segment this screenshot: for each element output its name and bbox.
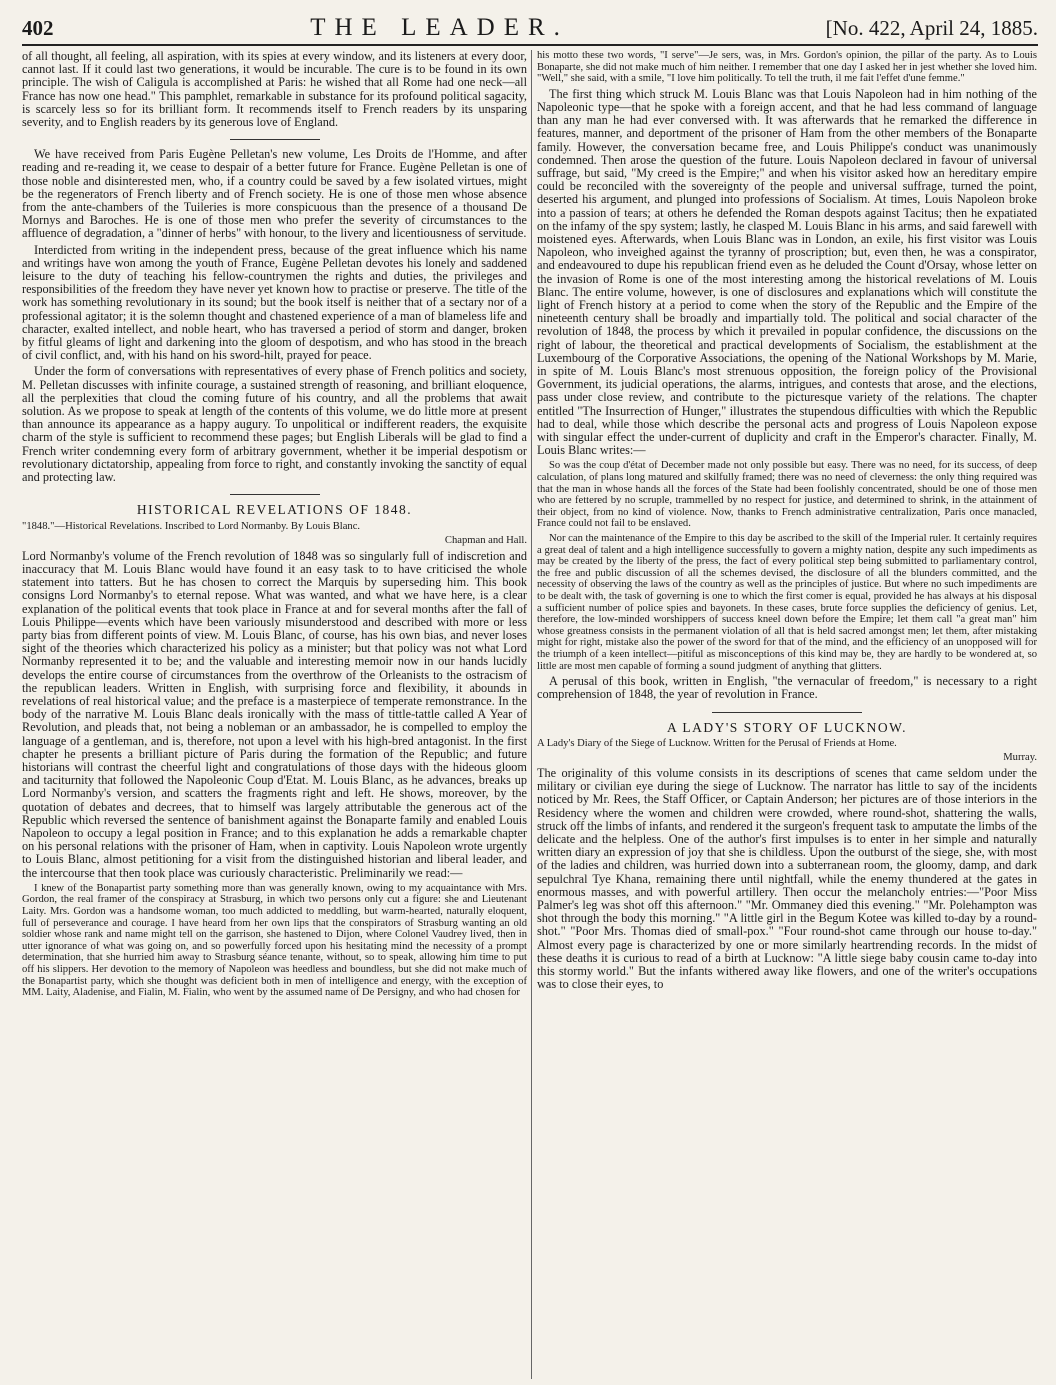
- coup-detat-quote: So was the coup d'état of December made not only possible but easy. There was no need, for its success, of deep calculation, of plans long matured and skilfully framed; there was no need of cleverness: the only thing required was that the man in whose hands all the forces of the State had been foolishly concentrated, should be one of those men who are fettered by no scruple, trammelled by no respect for justice, and determined to shrink, in the attainment of their object, from no kind of violence. Now, thanks to French administrative centralization, Paris once manacled, France could not fail to be enslaved.: [537, 460, 1037, 530]
- pamphlet-paragraph: of all thought, all feeling, all aspiration, with its spies at every window, and its listeners at every door, cannot last. If it could last two generations, it would be incurable. The cure is to be found in its own principle. The wish of Caligula is accomplished at Paris: he wished that all Rome had one neck—all France has now one head." This pamphlet, remarkable in substance for its profound political sagacity, is scarcely less so for its brilliant form. It recommends itself to French readers by its unsparing severity, and to English readers by its generous love of England.: [22, 50, 527, 130]
- section-heading-lucknow: A LADY'S STORY OF LUCKNOW.: [666, 719, 908, 735]
- review-byline: "1848."—Historical Revelations. Inscribed to Lord Normanby. By Louis Blanc.: [22, 520, 361, 532]
- empire-maintenance-quote: Nor can the maintenance of the Empire to this day be ascribed to the skill of the Imperial ruler. It certainly requires a great deal of talent and a high intelligence successfully to govern a mighty nation, despite any such impediments as may be created by the liberty of the press, the fact of every political step being submitted to parliamentary control, the free and public discussion of all the schemes devised, the disclosure of all the blunders committed, and the necessity of observing the laws of the country as well as the principles of justice. But where no such impediments are to be dealt with, the task of governing is one to which the first comer is equal, provided he has always at his disposal a sufficient number of police spies and bayonets. In these cases, brute force supplies the deficiency of genius. Let, therefore, the low-minded worshippers of success kneel down before the Empire; let them call "a great man" him whose greatness consists in the permanent violation of all that is held sacred amongst men; let them, after mistaking might for right, mistake also the power of the sword for that of the mind, and the efficiency of an unopposed will for the triumph of a keen intellect—pitiful as misconceptions of this kind may be, they are hardly to be wondered at, so little are most men capable of forming a sound judgment of anything that glitters.: [537, 533, 1037, 672]
- pelletan-conversations-paragraph: Under the form of conversations with representatives of every phase of French politics and society, M. Pelletan discusses with infinite courage, a sustained strength of reasoning, and brilliant eloquence, all the perplexities that cloud the coming future of his country, and all the problems that await solution. As we propose to speak at length of the contents of this volume, we do little more at present than announce its appearance as a happy augury. To unpolitical or indifferent readers, the exquisite charm of the style is sufficient to recommend these pages; but English Liberals will be glad to find a French writer condemning every form of arbitrary government, whether it be imperial despotism or revolutionary dictatorship, appealing from force to right, and constantly invoking the sanctity of equal and protecting law.: [22, 364, 527, 485]
- right-column: [537, 50, 1037, 1379]
- newspaper-title: THE LEADER.: [310, 14, 569, 41]
- pelletan-writing-paragraph: Interdicted from writing in the independent press, because of the great influence which his name and writings have won among the youth of France, Eugène Pelletan devotes his lonely and saddened leisure to the duty of teaching his fellow-countrymen the rights and duties, the privileges and responsibilities of the freedom they have never yet known how to practise or preserve. The title of the work has something revolutionary in its sound; but the book itself is neither that of a sectary nor of a professional agitator; it is the solemn thought and chastened experience of a man of blameless life and character, exalted intellect, and noble heart, who has traversed a period of storm and danger, broken by fitful gleams of light and darkening into the gloom of despotism, and who has stood in the breach of civil conflict, and, with his hand on his sword-hilt, prayed for peace.: [22, 242, 527, 363]
- column-divider: [531, 50, 532, 1379]
- review-publisher: Chapman and Hall.: [444, 535, 527, 547]
- lucknow-byline: A Lady's Diary of the Siege of Lucknow. Written for the Perusal of Friends at Home.: [537, 737, 897, 749]
- normanby-review-paragraph: Lord Normanby's volume of the French revolution of 1848 was so singularly full of indiscretion and inaccuracy that M. Louis Blanc would have found it an easy task to to have criticised the whole statement into tatters. But he has chosen to correct the Marquis by superseding him. This book consigns Lord Normanby's to eternal repose. What was wanted, and what we have here, is a clear explanation of the political events that took place in France at and for several months after the fall of Louis Philippe—events which have been variously misunderstood and described with more or less party bias from different points of view. M. Louis Blanc, of course, has his own bias, and never loses sight of the theories which characterized his policy as a minister; but that policy was not what Lord Normanby represented it to be; and the valuable and interesting memoir now in our hands lucidly develops the entire course of circumstances from the overthrow of the Orleanists to the ostracism of the republican leaders. Written in English, with surprising force and flexibility, it abounds in revelations of real historical value; and the preface is a masterpiece of temperate remonstrance. In the body of the narrative M. Louis Blanc deals ironically with the mass of tittle-tattle called A Year of Revolution, and pleads that, not being a nobleman or an ambassador, he is compelled to employ the language of a gentleman, and is, therefore, not upon a level with his high-bred antagonist. In the first chapter he presents a brilliant picture of Paris during the formation of the Republic; and future historians will contrast the cheerful light and congratulations of those days with the hideous gloom and taciturnity that followed the Napoleonic Coup d'Etat. M. Louis Blanc, as he advances, breaks up Lord Normanby's version, and scatters the fragments right and left. He shows, moreover, by the quotation of debates and decrees, that to himself was largely attributable the generous act of the Republic which reversed the sentence of banishment against the Bonaparte family and enabled Louis Napoleon to occupy a legal position in France; and to this explanation he adds a remarkable chapter on his personal relations with the prisoner of Ham, when in captivity. Louis Napoleon wrote urgently to Louis Blanc, almost petitioning for a visit from the distinguished historian and liberal leader, and the intercourse that then took place was curiously characteristic. Preliminarily we read:—: [22, 548, 527, 880]
- page-header: [22, 6, 1038, 46]
- left-column: [22, 50, 527, 1379]
- section-rule: [230, 139, 320, 140]
- gordon-quote-continued: his motto these two words, "I serve"—Je sers, was, in Mrs. Gordon's opinion, the pillar of the party. As to Louis Bonaparte, she did not make much of him neither. I remember that one day I asked her in jest whether she loved him. "Well," she said, with a smile, "I love him politically. To tell the truth, il me fait l'effet d'une femme.": [537, 50, 1037, 85]
- lucknow-review-paragraph: The originality of this volume consists in its descriptions of scenes that came seldom under the military or civilian eye during the siege of Lucknow. The narrator has little to say of the incidents noticed by Mr. Rees, the Staff Officer, or Captain Anderson; her pictures are of those interiors in the Residency where the women and children were crowded, where round-shot, shattering the walls, struck off the limbs of infants, and rendered it the surgeon's frequent task to amputate the limbs of the delicate and the helpless. One of the author's first impulses is to enter in her simple and naturally written diary an expression of joy that she is childless. Upon the outburst of the siege, she, with most of the ladies and children, was hurried down into a subterranean room, the gloomy, damp, and dark sepulchral Tye Khana, remaining there until nightfall, while the enemy thundered at the gates in enormous masses, and with powerful artillery. Then occur the melancholy entries:—"Poor Miss Palmer's leg was shot off this afternoon." "Mr. Ommaney died this evening." "Mr. Polehampton was shot through the body this morning." "A little girl in the Begum Kotee was killed to-day by a round-shot." "Poor Mrs. Thomas died of small-pox." "Four round-shot came through our house to-day." Almost every page is characterized by one or more similarly heartrending records. In the midst of these deaths it is curious to read of a birth at Lucknow: "A little siege baby cousin came to-day into this stormy world." But the infants withered away like flowers, and one of the writer's occupations was to close their eyes, to: [537, 765, 1037, 992]
- section-heading-historical-revelations: HISTORICAL REVELATIONS OF 1848.: [136, 502, 413, 518]
- page-number: 402: [22, 16, 54, 40]
- pelletan-intro-paragraph: We have received from Paris Eugène Pelletan's new volume, Les Droits de l'Homme, and after reading and re-reading it, we cease to despair of a better future for France. Eugène Pelletan is one of those noble and disinterested men, who, if a country could be saved by a few isolated virtues, might be the regenerators of French liberty and of French society. He is one of those men whose absence from the ante-chambers of the Tuileries is more conspicuous than the presence of a thousand De Mornys and Baroches. He is one of those men who prefer the severity of circumstances to the affluence of degradation, a "dinner of herbs" with honour, to the livery and licentiousness of servitude.: [22, 147, 527, 241]
- lucknow-publisher: Murray.: [1003, 752, 1037, 764]
- louis-napoleon-paragraph: The first thing which struck M. Louis Blanc was that Louis Napoleon had in him nothing of the Napoleonic type—that he spoke with a foreign accent, and that he had less command of language than any man he had ever conversed with. It was afterwards that he remarked the difference in features, manner, and deportment of the prisoner of Ham from the other members of the Bonaparte family. However, the conversation became free, and Louis Philippe's conduct was unanimously condemned. Then arose the question of the future. Louis Napoleon declared in favour of universal suffrage, but said, "My creed is the Empire;" and when his visitor asked how an hereditary empire could be reconciled with the sovereignty of the people and universal suffrage, turned the point, deserted his argument, and plunged into professions of Socialism. At times, Louis Napoleon broke into a passion of tears; at others he defended the Roman despots against Tacitus; then he expatiated on the infamy of the spy system; lastly, he clasped M. Louis Blanc in his arms, and said farewell with moistened eyes. Afterwards, when Louis Blanc was in London, an exile, his first visitor was Louis Napoleon, who inveighed against the tyranny of proscription; but, even then, he was a conspirator, and endeavoured to dupe his republican friend even as he deluded the Count d'Orsay, whose letter on the invasion of Rome is one of the most interesting among the historical revelations of M. Louis Blanc. The entire volume, however, is one of disclosures and explanations which will constitute the light of French history at a period to come when the story of the Republic and the Empire of the nineteenth century shall be broadly and impartially told. The political and social character of the revolution of 1848, the process by which it prevailed in popular confidence, the discussions on the right of labour, the theoretical and practical developments of Socialism, the establishment at the Luxembourg of the Corporative Associations, the opening of the National Workshops by M. Marie, in spite of M. Louis Blanc's most strenuous opposition, the foreign policy of the Provisional Government, its judicial operations, the alarms, intrigues, and contests that arose, and the elections, pass under close review, and contribute to the picturesque variety of the relations. The chapter entitled "The Insurrection of Hunger," illustrates the stupendous difficulties with which the Republic had to deal, while those which describe the personal acts and progress of Louis Napoleon expose with singular effect the under-current of duplicity and craft in the Emperor's character. Finally, M. Louis Blanc writes:—: [537, 86, 1037, 458]
- section-rule: [230, 494, 320, 495]
- perusal-paragraph: A perusal of this book, written in English, "the vernacular of freedom," is necessary to a right comprehension of 1848, the year of revolution in France.: [537, 674, 1037, 702]
- bonapartist-quote-paragraph: I knew of the Bonapartist party something more than was generally known, owing to my acquaintance with Mrs. Gordon, the real framer of the conspiracy at Strasburg, in which two persons only cut a figure: she and Lieutenant Laity. Mrs. Gordon was a handsome woman, too much addicted to meddling, but warm-hearted, naturally eloquent, full of perseverance and courage. I have heard from her own lips that the conspirators of Strasburg wanting an old soldier whose rank and name might tell on the garrison, she hastened to Dijon, where Colonel Vaudrey lived, then in utter ignorance of what was going on, and so powerfully forced upon his hesitating mind the necessity of a prompt determination, that she hurried him away to Strasburg séance tenante, without, so to speak, allowing him time to put off his slippers. Her devotion to the memory of Napoleon was heedless and boundless, but she did not make much of the Bonapartist party, which she thought was deficient both in men of intelligence and energy, with the exception of MM. Laity, Aladenise, and Fialin, M. Fialin, who went by the assumed name of De Persigny, and who had chosen for: [22, 882, 527, 999]
- section-rule: [712, 712, 862, 713]
- issue-info: [No. 422, April 24, 1885.: [825, 16, 1038, 40]
